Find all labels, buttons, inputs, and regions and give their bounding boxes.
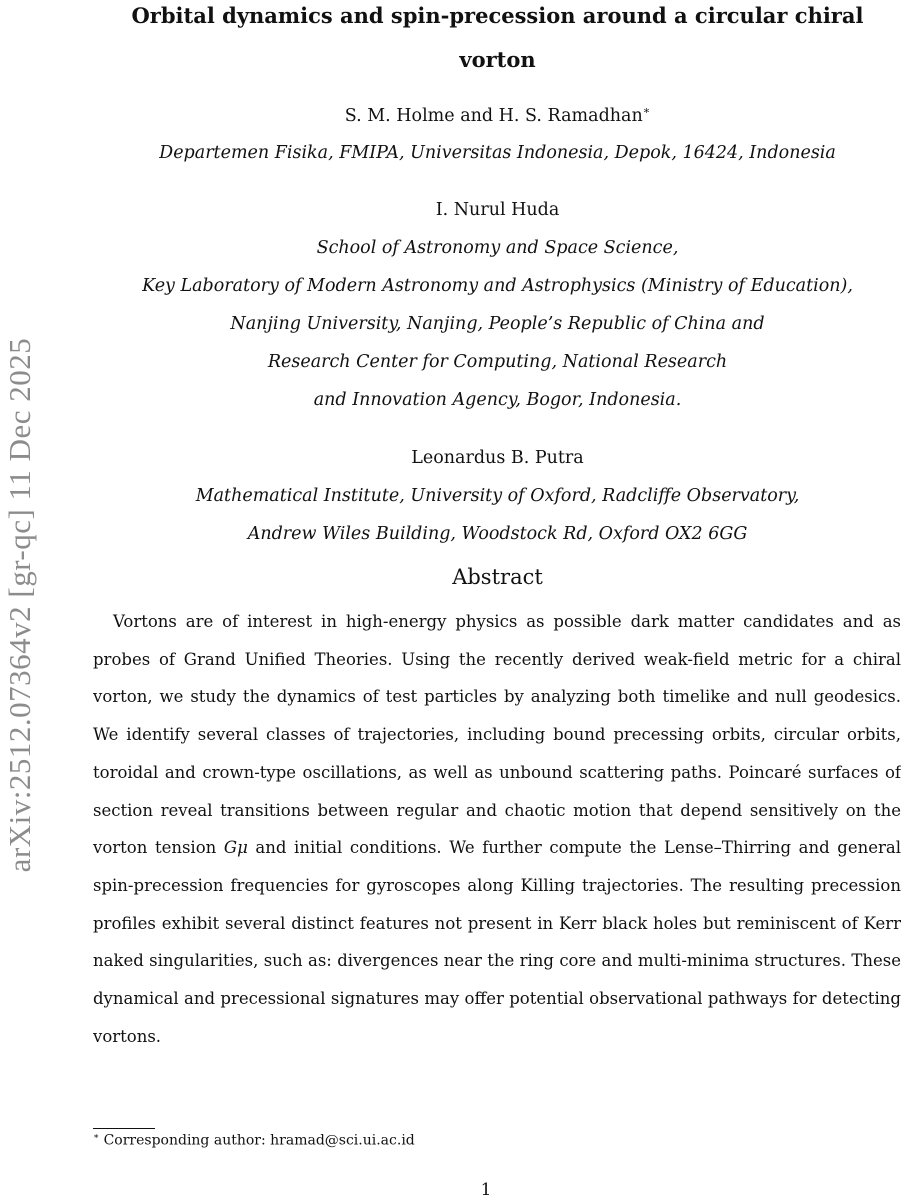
paper-title: Orbital dynamics and spin-precession around a circular chiral vorton (131, 3, 864, 72)
footnote-rule (93, 1128, 155, 1129)
abstract-body (93, 603, 901, 1055)
affiliation-3-line-1: Mathematical Institute, University of Oxford, Radcliffe Observatory, (195, 486, 800, 506)
abstract-heading: Abstract (452, 565, 543, 589)
vorton-tension-symbol: Gμ (223, 838, 248, 858)
affiliation-2-line-5: and Innovation Agency, Bogor, Indonesia. (313, 390, 682, 410)
affiliation-1: Departemen Fisika, FMIPA, Universitas Indonesia, Depok, 16424, Indonesia (159, 143, 836, 163)
corresponding-author-mark: ∗ (642, 104, 651, 117)
abstract-text-part-2: and initial conditions. We further compute the Lense–Thirring and general spin-precession frequencies for gyroscopes along Killing trajectories. The resulting precession profiles exhibit several distinct features not present in Kerr black holes but reminiscent of Kerr naked singularities, such as: divergences near the ring core and multi-minima structures. These dynamical and precessional signatures may offer potential observational pathways for detecting vortons. (93, 838, 901, 1046)
affiliation-3-line-2: Andrew Wiles Building, Woodstock Rd, Oxford OX2 6GG (247, 524, 748, 544)
authors-group-1 (90, 104, 901, 126)
abstract-text-part-1: Vortons are of interest in high-energy physics as possible dark matter candidates and as probes of Grand Unified Theories. Using the recently derived weak-field metric for a chiral vorton, we study the dynamics of test particles by analyzing both timelike and null geodesics. We identify several classes of trajectories, including bound precessing orbits, circular orbits, toroidal and crown-type oscillations, as well as unbound scattering paths. Poincaré surfaces of section reveal transitions between regular and chaotic motion that depend sensitively on the vorton tension (93, 612, 901, 858)
page-number: 1 (480, 1180, 492, 1200)
affiliation-2-line-3: Nanjing University, Nanjing, People’s Republic of China and (230, 314, 765, 334)
footnote-text: Corresponding author: hramad@sci.ui.ac.id (99, 1132, 415, 1149)
author-3: Leonardus B. Putra (411, 448, 584, 468)
footnote-mark: ∗ (93, 1132, 100, 1142)
arxiv-identifier-stamp (0, 300, 40, 910)
arxiv-identifier-text: arXiv:2512.07364v2 [gr-qc] 11 Dec 2025 (2, 337, 37, 873)
affiliation-2-line-1: School of Astronomy and Space Science, (316, 238, 679, 258)
author-2: I. Nurul Huda (435, 200, 560, 220)
footnote (93, 1132, 415, 1149)
affiliation-2-line-2: Key Laboratory of Modern Astronomy and Astrophysics (Ministry of Education), (142, 276, 853, 296)
authors-names: S. M. Holme and H. S. Ramadhan (344, 105, 643, 126)
affiliation-2-line-4: Research Center for Computing, National Research (267, 352, 728, 372)
